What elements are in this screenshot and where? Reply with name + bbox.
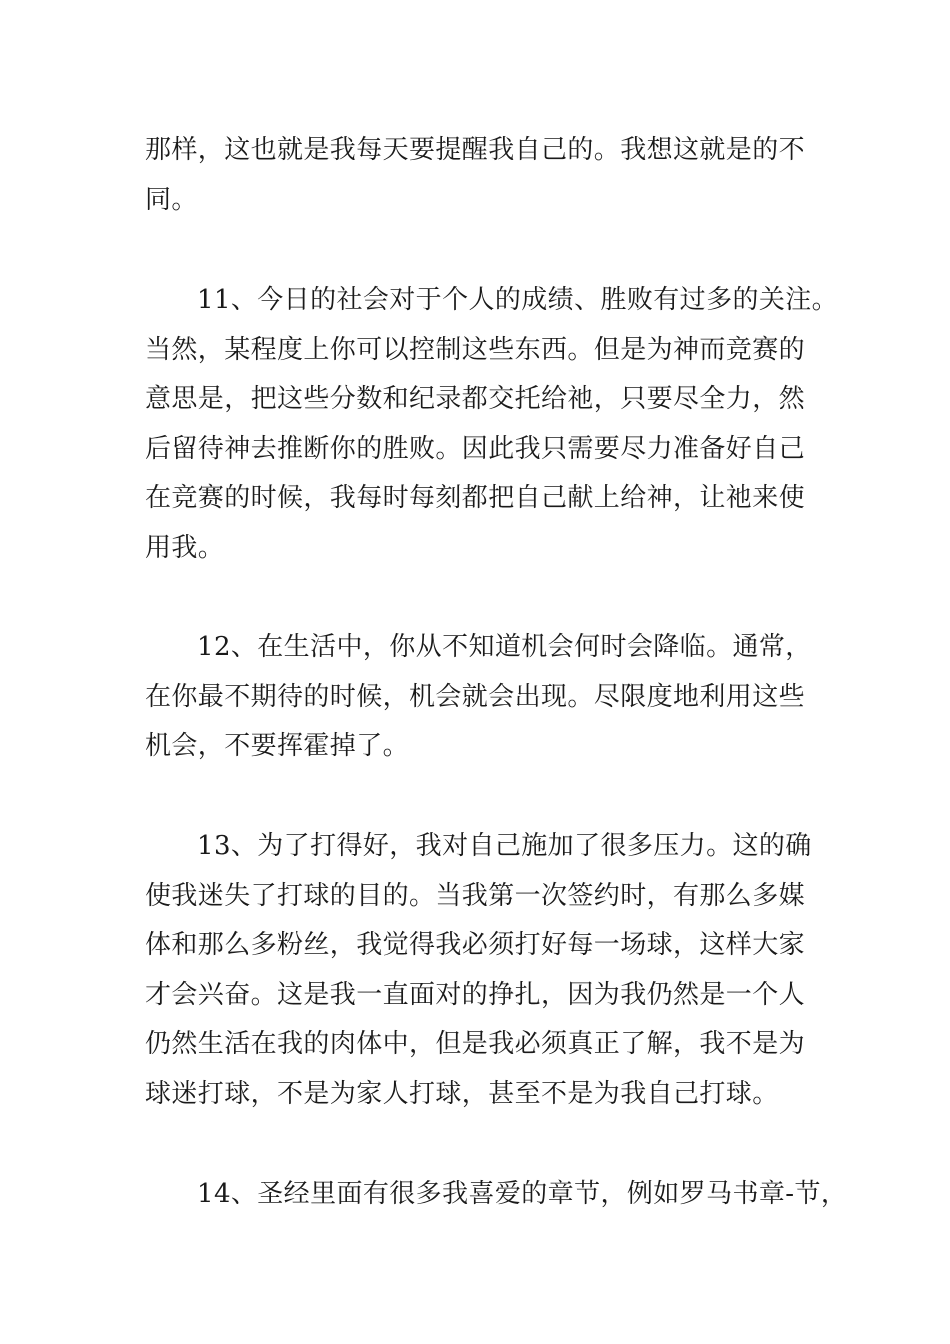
text-line: 仍然生活在我的肉体中，但是我必须真正了解，我不是为	[145, 1029, 806, 1059]
text-line: 当然，某程度上你可以控制这些东西。但是为神而竞赛的	[145, 334, 806, 365]
text-line: 那样，这也就是我每天要提醒我自己的。我想这就是的不	[145, 135, 806, 165]
text-line: 体和那么多粉丝，我觉得我必须打好每一场球，这样大家	[145, 930, 806, 960]
paragraph-11	[145, 276, 839, 573]
paragraph-12	[145, 623, 825, 772]
text-line: 13、为了打得好，我对自己施加了很多压力。这的确	[197, 831, 812, 861]
text-line: 在竞赛的时候，我每时每刻都把自己献上给神，让祂来使	[145, 483, 806, 513]
text-line: 球迷打球，不是为家人打球，甚至不是为我自己打球。	[145, 1078, 779, 1109]
text-line: 后留待神去推断你的胜败。因此我只需要尽力准备好自己	[145, 433, 806, 464]
text-line: 14、圣经里面有很多我喜爱的章节，例如罗马书章-节，	[197, 1179, 848, 1209]
paragraph-13	[145, 822, 825, 1119]
text-line: 使我迷失了打球的目的。当我第一次签约时，有那么多媒	[145, 880, 806, 911]
paragraph-14	[145, 1170, 848, 1220]
paragraph-continuation	[145, 126, 825, 225]
text-line: 12、在生活中，你从不知道机会何时会降临。通常，	[197, 632, 812, 662]
text-line: 在你最不期待的时候，机会就会出现。尽限度地利用这些	[145, 681, 806, 712]
text-line: 用我。	[145, 532, 225, 563]
text-line: 11、今日的社会对于个人的成绩、胜败有过多的关注。	[197, 285, 839, 315]
text-line: 同。	[145, 184, 198, 215]
text-line: 才会兴奋。这是我一直面对的挣扎，因为我仍然是一个人	[145, 979, 806, 1010]
text-line: 意思是，把这些分数和纪录都交托给祂，只要尽全力，然	[145, 384, 806, 414]
text-line: 机会，不要挥霍掉了。	[145, 731, 410, 761]
